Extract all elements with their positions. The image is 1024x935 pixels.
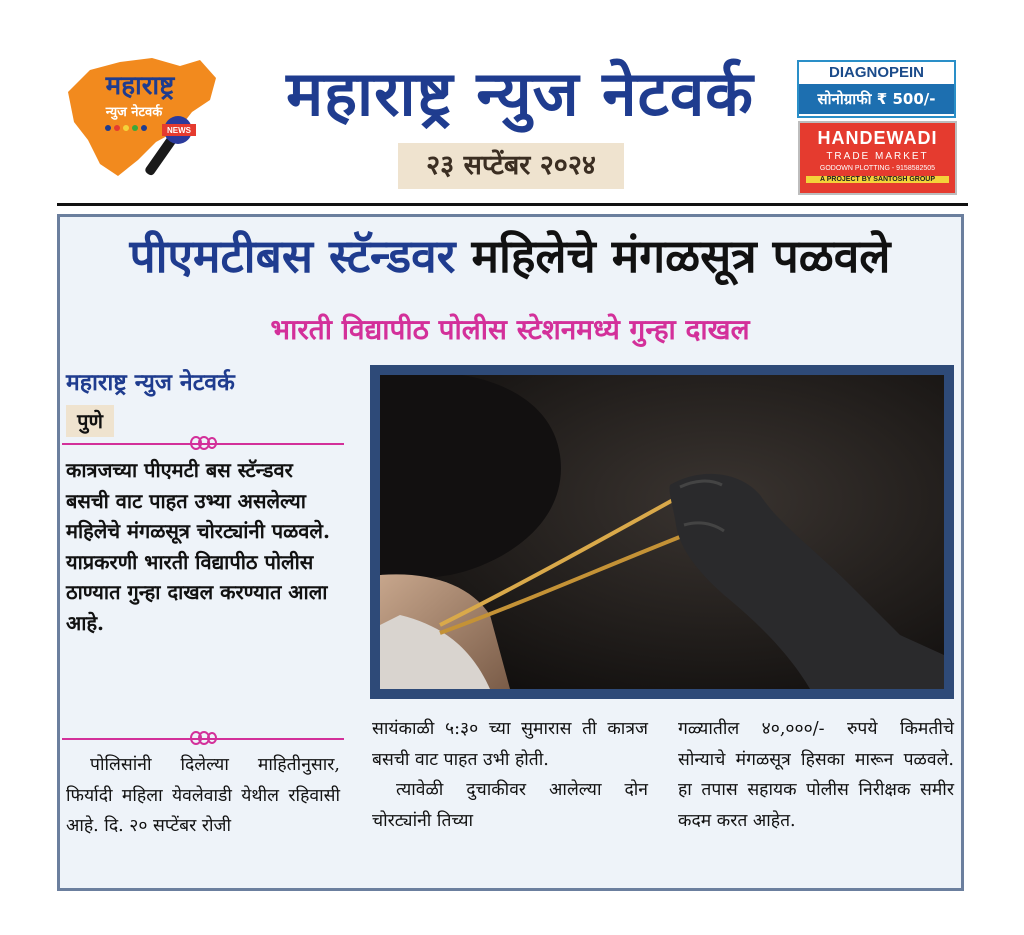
dateline-place: पुणे [66, 405, 114, 437]
diagnopein-ad[interactable] [797, 60, 956, 118]
headline-part-2: महिलेचे मंगळसूत्र पळवले [471, 229, 891, 283]
ad-brand: DIAGNOPEIN [828, 64, 924, 81]
svg-text:महाराष्ट्र: महाराष्ट्र [105, 71, 175, 101]
article-photo [370, 365, 954, 699]
article-byline: महाराष्ट्र न्युज नेटवर्क [66, 370, 235, 396]
ad-brand: HANDEWADI [817, 128, 938, 148]
masthead-rule [57, 203, 968, 206]
ad-line-3: A PROJECT BY SANTOSH GROUP [806, 176, 949, 183]
ad-line-2: GODOWN PLOTTING - 9158582505 [819, 165, 936, 172]
masthead-title: महाराष्ट्र न्युज नेटवर्क [286, 57, 754, 130]
ornament-icon [188, 730, 218, 746]
handewadi-ad[interactable] [798, 121, 957, 195]
ad-offer: सोनोग्राफी ₹ 500/- [799, 84, 954, 114]
article-lead: कात्रजच्या पीएमटी बस स्टॅन्डवर बसची वाट पाहत उभ्या असलेल्या महिलेचे मंगळसूत्र चोरट्यांनी पळवले. याप्रकरणी भारती विद्यापीठ पोलीस ठाण्यात गुन्हा दाखल करण्यात आला आहे. [66, 458, 330, 635]
body-column-2 [372, 714, 648, 836]
headline-part-1: पीएमटीबस स्टॅन्डवर [129, 229, 456, 283]
edition-date: २३ सप्टेंबर २०२४ [398, 143, 624, 189]
maharashtra-map-logo [60, 52, 220, 184]
article-headline [60, 224, 960, 286]
body-paragraph: त्यावेळी दुचाकीवर आलेल्या दोन चोरट्यांनी तिच्या [372, 780, 648, 831]
chain-snatching-image [380, 375, 944, 689]
section-divider [62, 443, 344, 445]
masthead [0, 0, 1024, 200]
section-divider [62, 738, 344, 740]
article-subheadline: भारती विद्यापीठ पोलीस स्टेशनमध्ये गुन्हा दाखल [270, 313, 750, 346]
body-paragraph: सायंकाळी ५:३० च्या सुमारास ती कात्रज बसची वाट पाहत उभी होती. [372, 719, 648, 770]
body-column-1: पोलिसांनी दिलेल्या माहितीनुसार, फिर्यादी महिला येवलेवाडी येथील रहिवासी आहे. दि. २० सप्टेंबर रोजी [66, 755, 340, 836]
body-column-3: गळ्यातील ४०,०००/- रुपये किमतीचे सोन्याचे मंगळसूत्र हिसका मारून पळवले. हा तपास सहायक पोलीस निरीक्षक समीर कदम करत आहेत. [678, 719, 954, 831]
svg-text:NEWS: NEWS [167, 126, 191, 135]
ornament-icon [188, 435, 218, 451]
svg-text:न्युज नेटवर्क: न्युज नेटवर्क [105, 105, 163, 120]
ad-line-1: TRADE MARKET [826, 151, 929, 162]
